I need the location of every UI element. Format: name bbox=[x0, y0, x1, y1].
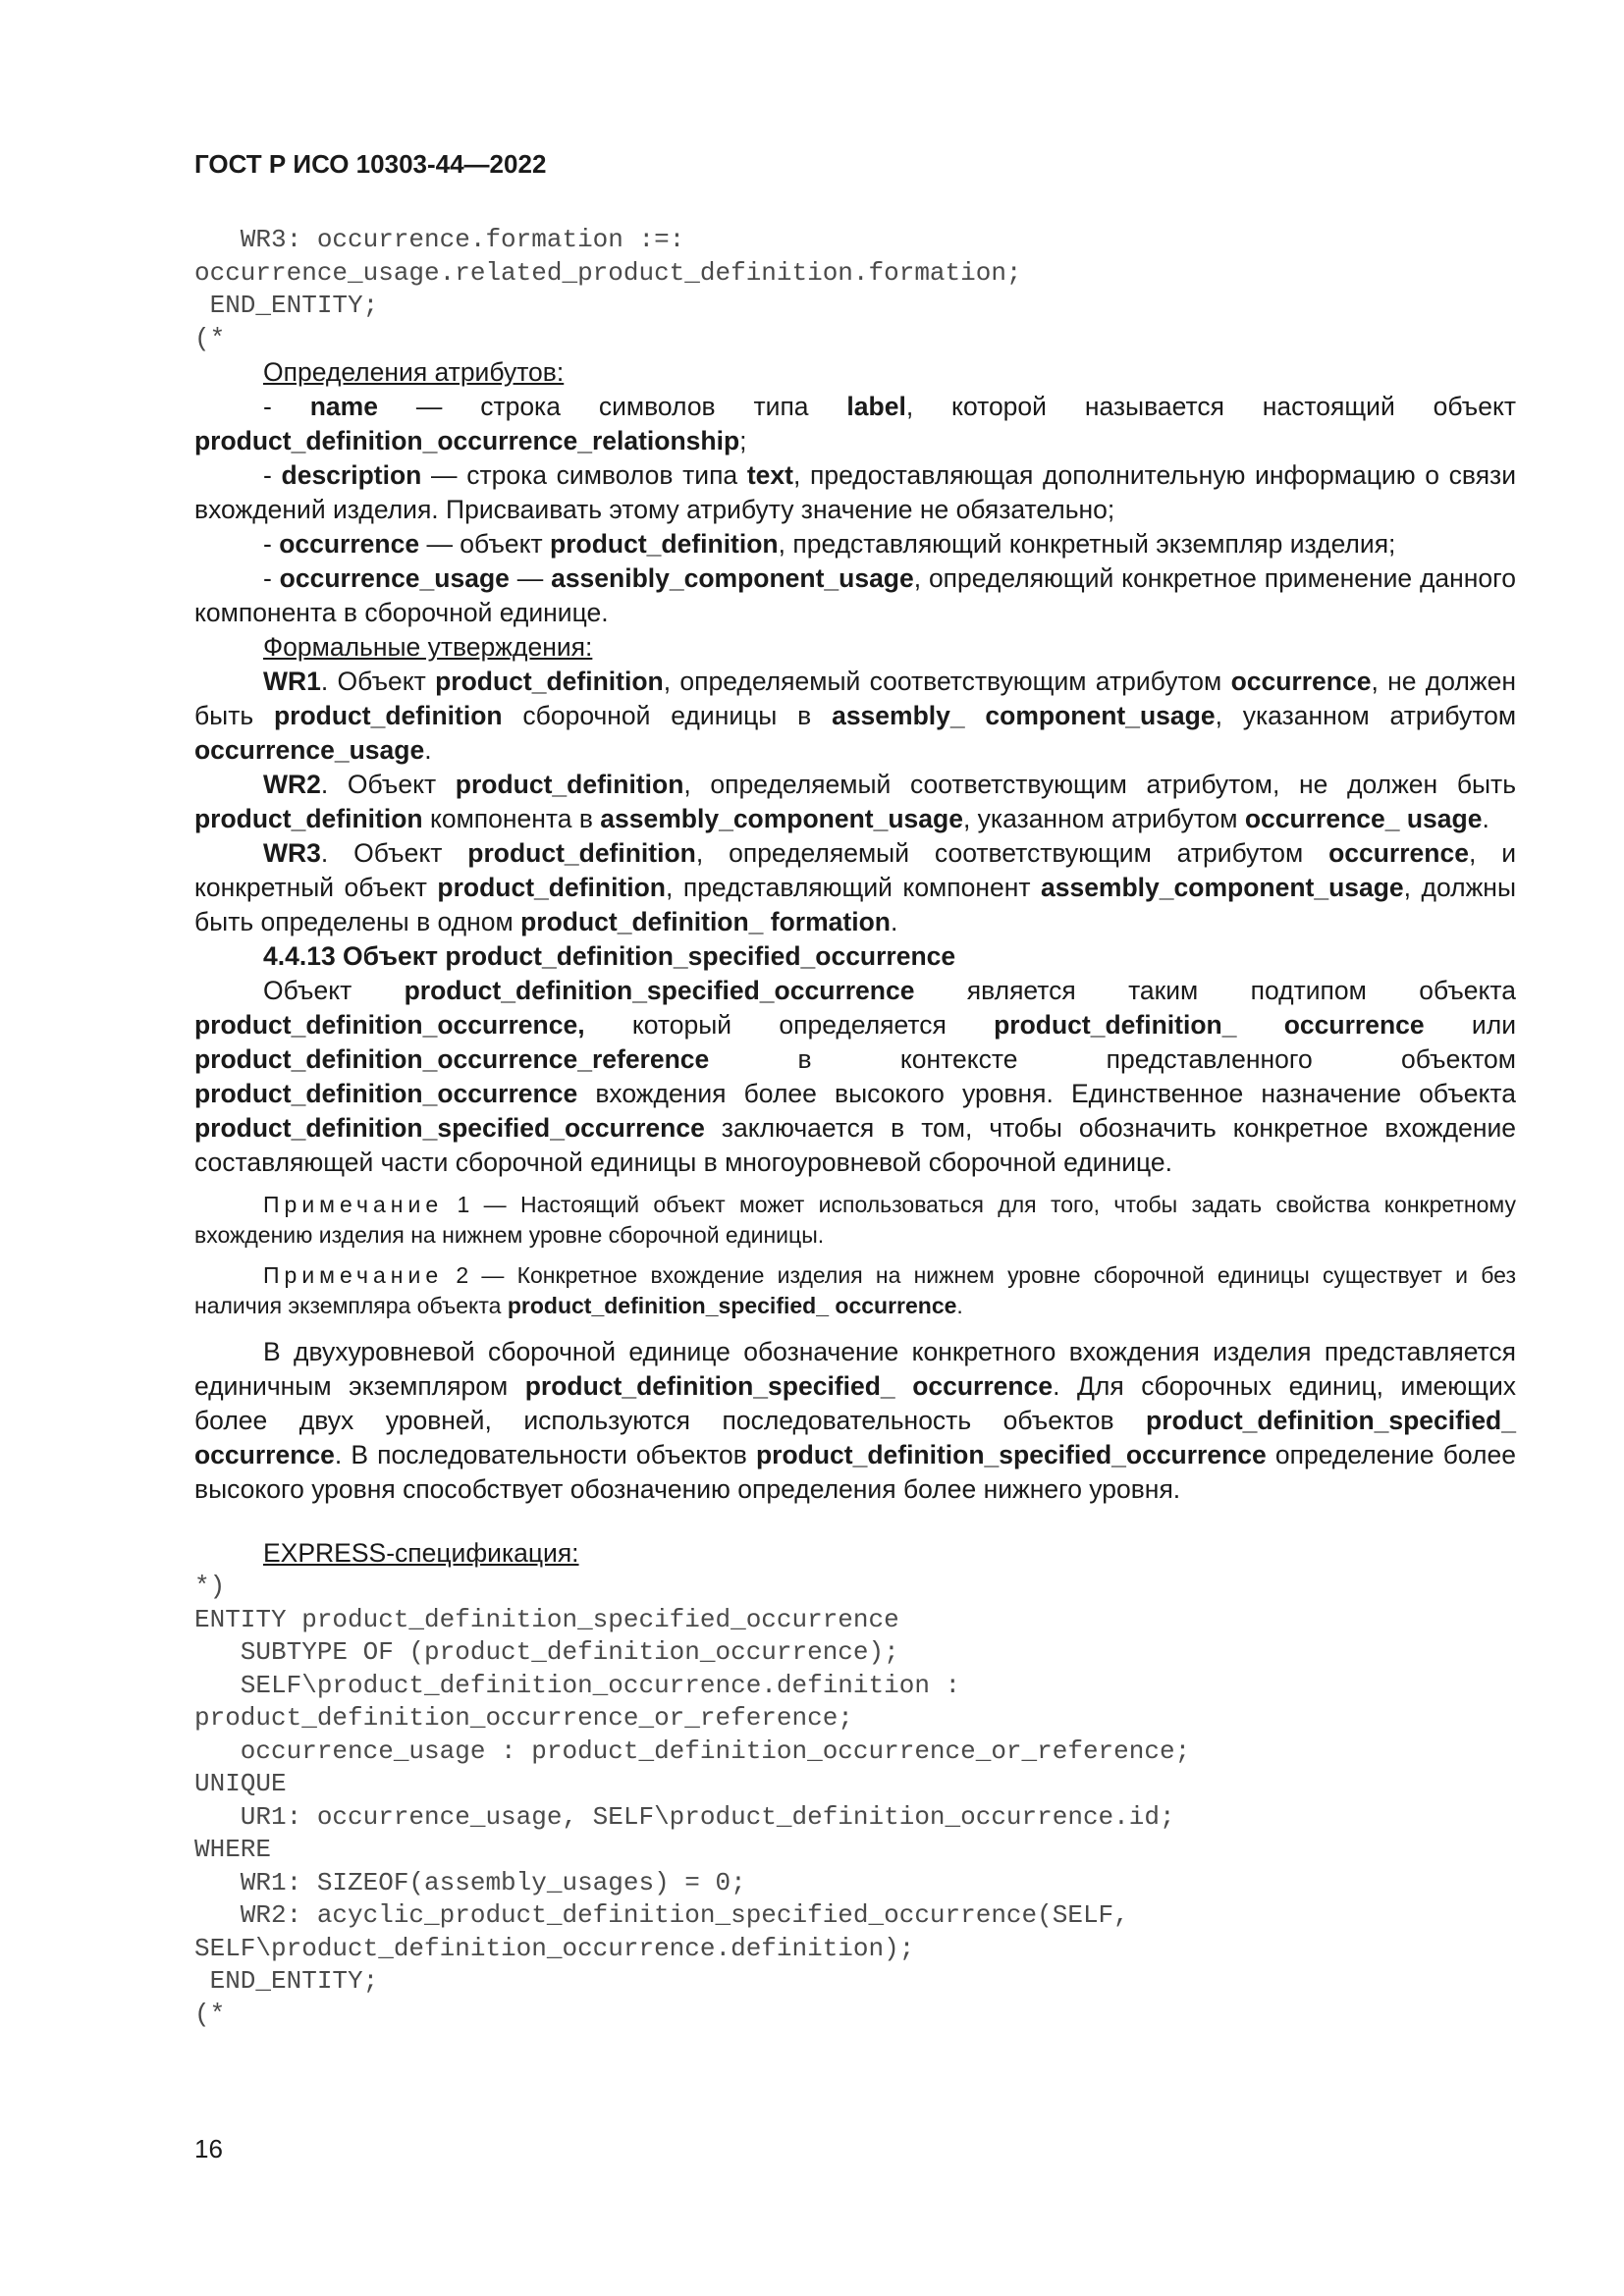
formal-heading: Формальные утверждения: bbox=[263, 632, 593, 662]
attr-name-def: - name — строка символов типа label, которой называется настоящий объект product_definition_occurrence_relationship; bbox=[194, 392, 1516, 455]
page-number: 16 bbox=[194, 2134, 223, 2163]
section-para-1: Объект product_definition_specified_occurrence является таким подтипом объекта product_definition_occurrence, который определяется product_definition_ occurrence или product_definition_occurrence_reference в контексте представленного объектом product_definition_occurrence вхождения более высокого уровня. Единственное назначение объекта product_definition_specified_occurrence заключается в том, чтобы обозначить конкретное вхождение составляющей части сборочной единицы в многоуровневой сборочной единице. bbox=[194, 976, 1517, 1177]
formal-wr1: WR1. Объект product_definition, определяемый соответствующим атрибутом occurrence, не должен быть product_definition сборочной единицы в assembly_ component_usage, указанном атрибутом occurrence_usage. bbox=[194, 667, 1517, 765]
note-1: Примечание 1 — Настоящий объект может использоваться для того, чтобы задать свойства конкретному вхождению изделия на нижнем уровне сборочной единицы. bbox=[194, 1192, 1517, 1248]
attr-description-def: - description — строка символов типа text, предоставляющая дополнительную информацию о связи вхождений изделия. Присваивать этому атрибуту значение не обязательно; bbox=[194, 460, 1517, 524]
express-spec-heading: EXPRESS-спецификация: bbox=[263, 1538, 579, 1568]
express-code-block: *) ENTITY product_definition_specified_occurrence SUBTYPE OF (product_definition_occurrence); SELF\product_definition_occurrence.definition : product_definition_occurrence_or_reference; occurrence_usage : product_definition_occurrence_or_reference; UNIQUE UR1: occurrence_usage, SELF\product_definition_occurrence.id; WHERE WR1: SIZEOF(assembly_usages) = 0; WR2: acyclic_product_definition_specified_occurrence(SELF, SELF\product_definition_occurrence.definition); END_ENTITY; (* bbox=[194, 1572, 1191, 2029]
page-content bbox=[194, 224, 1516, 2031]
express-code-fragment: WR3: occurrence.formation :=: occurrence_usage.related_product_definition.formation; END_ENTITY; (* bbox=[194, 225, 1022, 353]
attr-occurrence-usage-def: - occurrence_usage — assenibly_component_usage, определяющий конкретное применение данного компонента в сборочной единице. bbox=[194, 563, 1516, 627]
formal-wr3: WR3. Объект product_definition, определяемый соответствующим атрибутом occurrence, и конкретный объект product_definition, представляющий компонент assembly_component_usage, должны быть определены в одном product_definition_ formation. bbox=[194, 838, 1517, 936]
section-heading: 4.4.13 Объект product_definition_specified_occurrence bbox=[263, 941, 956, 971]
formal-wr2: WR2. Объект product_definition, определяемый соответствующим атрибутом, не должен быть product_definition компонента в assembly_component_usage, указанном атрибутом occurrence_ usage. bbox=[194, 770, 1516, 833]
attr-defs-heading: Определения атрибутов: bbox=[263, 357, 565, 387]
standard-header: ГОСТ Р ИСО 10303-44—2022 bbox=[194, 149, 547, 179]
section-para-2: В двухуровневой сборочной единице обозначение конкретного вхождения изделия представляется единичным экземпляром product_definition_specified_ occurrence. Для сборочных единиц, имеющих более двух уровней, используются последовательность объектов product_definition_specified_ occurrence. В последовательности объектов product_definition_specified_occurrence определение более высокого уровня способствует обозначению определения более нижнего уровня. bbox=[194, 1337, 1517, 1504]
attr-occurrence-def: - occurrence — объект product_definition, представляющий конкретный экземпляр изделия; bbox=[263, 529, 1396, 559]
note-2: Примечание 2 — Конкретное вхождение изделия на нижнем уровне сборочной единицы существует и без наличия экземпляра объекта product_definition_specified_ occurrence. bbox=[194, 1262, 1517, 1318]
